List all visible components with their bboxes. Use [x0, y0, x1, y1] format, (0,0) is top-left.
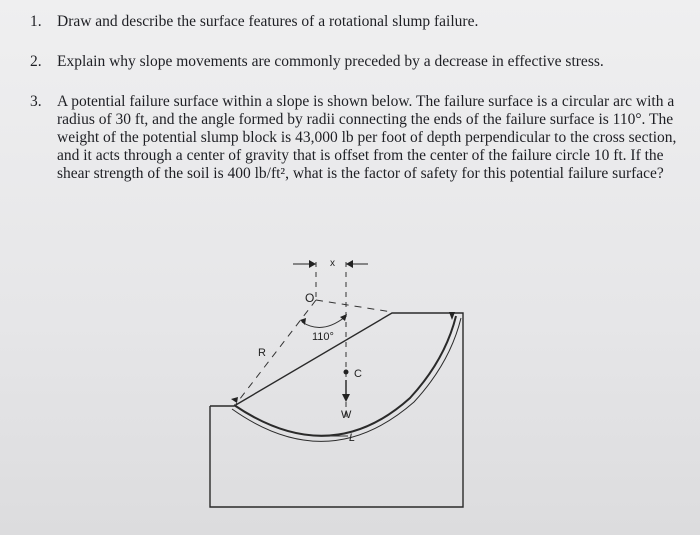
x-arrow-head-left	[309, 260, 316, 268]
angle-arc	[302, 317, 345, 327]
bottom-left-arrow	[231, 397, 238, 403]
angle-arrow-left	[300, 318, 306, 325]
question-text: A potential failure surface within a slope is shown below. The failure surface is a circular arc with a radius of 30 ft, and the angle formed by radii connecting the ends of the failure surface is 110°. The weight of the potential slump block is 43,000 lb per foot of depth perpendicular to the cross section, and it acts through a center of gravity that is offset from the center of the failure circle 10 ft. If the shear strength of the soil is 400 lb/ft², what is the factor of safety for this potential failure surface?	[57, 93, 677, 182]
question-text: Explain why slope movements are commonly preceded by a decrease in effective stress.	[57, 53, 604, 70]
weight-arrow-head	[342, 394, 350, 402]
length-label: L	[349, 432, 356, 444]
question-number: 2.	[30, 53, 42, 70]
question-text: Draw and describe the surface features of a rotational slump failure.	[57, 13, 479, 30]
question-number: 3.	[30, 93, 42, 110]
weight-label: W	[341, 409, 352, 421]
radius-label: R	[258, 347, 266, 359]
top-right-arrow	[449, 312, 455, 320]
question-number: 1.	[30, 13, 42, 30]
radius-left-line	[236, 300, 316, 404]
center-of-gravity-label: C	[354, 368, 362, 380]
angle-label: 110°	[312, 331, 334, 343]
slope-outline	[210, 313, 463, 507]
x-label: x	[330, 258, 335, 269]
center-o-label: O	[305, 291, 315, 305]
x-arrow-head-right	[346, 260, 353, 268]
radius-right-line	[316, 300, 392, 312]
center-of-gravity-dot	[344, 370, 349, 375]
